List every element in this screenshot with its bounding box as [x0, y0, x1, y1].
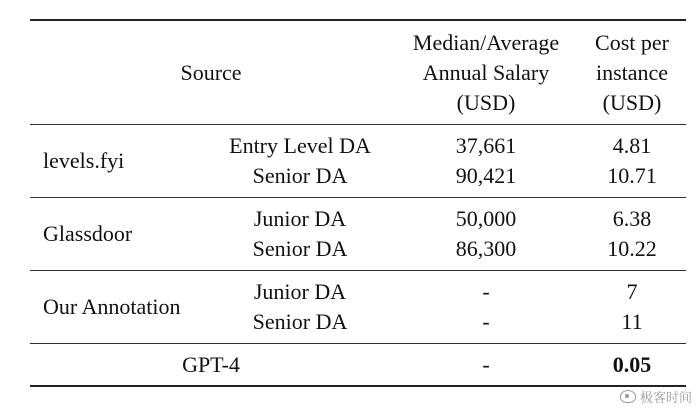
- salary-cell: -: [482, 352, 490, 377]
- group-rule-3: [30, 343, 686, 344]
- source-glassdoor: Glassdoor: [43, 221, 133, 246]
- source-levels-fyi: levels.fyi: [43, 148, 125, 173]
- header-cost-line-2: instance: [595, 60, 669, 85]
- cost-cell: 6.38: [612, 206, 652, 231]
- salary-cell: -: [482, 309, 490, 334]
- top-rule: [30, 19, 686, 21]
- header-cost-line-1: Cost per: [595, 30, 669, 55]
- cost-cell: 11: [621, 309, 643, 334]
- level-cell: Junior DA: [253, 279, 347, 304]
- level-cell: Senior DA: [252, 236, 348, 261]
- group-rule-1: [30, 197, 686, 198]
- header-cost-line-3: (USD): [602, 90, 662, 115]
- cost-cell: 10.22: [607, 236, 657, 261]
- level-cell: Senior DA: [252, 309, 348, 334]
- salary-cell: 90,421: [455, 163, 517, 188]
- salary-cell: 50,000: [455, 206, 517, 231]
- level-cell: Senior DA: [252, 163, 348, 188]
- cost-cell: 4.81: [612, 133, 652, 158]
- cost-cell: 7: [626, 279, 638, 304]
- salary-cell: -: [482, 279, 490, 304]
- salary-cell: 86,300: [455, 236, 517, 261]
- level-cell: Entry Level DA: [229, 133, 371, 158]
- source-our-annotation: Our Annotation: [43, 294, 181, 319]
- weibo-icon: [620, 390, 636, 403]
- watermark: [620, 387, 692, 406]
- header-salary-line-2: Annual Salary: [422, 60, 550, 85]
- header-salary-line-3: (USD): [456, 90, 516, 115]
- bottom-rule: [30, 385, 686, 387]
- level-cell: Junior DA: [253, 206, 347, 231]
- header-salary-line-1: Median/Average: [412, 30, 560, 55]
- watermark-text: 极客时间: [639, 391, 692, 406]
- cost-cell-highlight: 0.05: [612, 352, 652, 377]
- header-rule: [30, 124, 686, 125]
- salary-cell: 37,661: [455, 133, 517, 158]
- group-rule-2: [30, 270, 686, 271]
- source-gpt-4: GPT-4: [182, 352, 240, 377]
- cost-cell: 10.71: [607, 163, 657, 188]
- header-source: Source: [180, 60, 242, 85]
